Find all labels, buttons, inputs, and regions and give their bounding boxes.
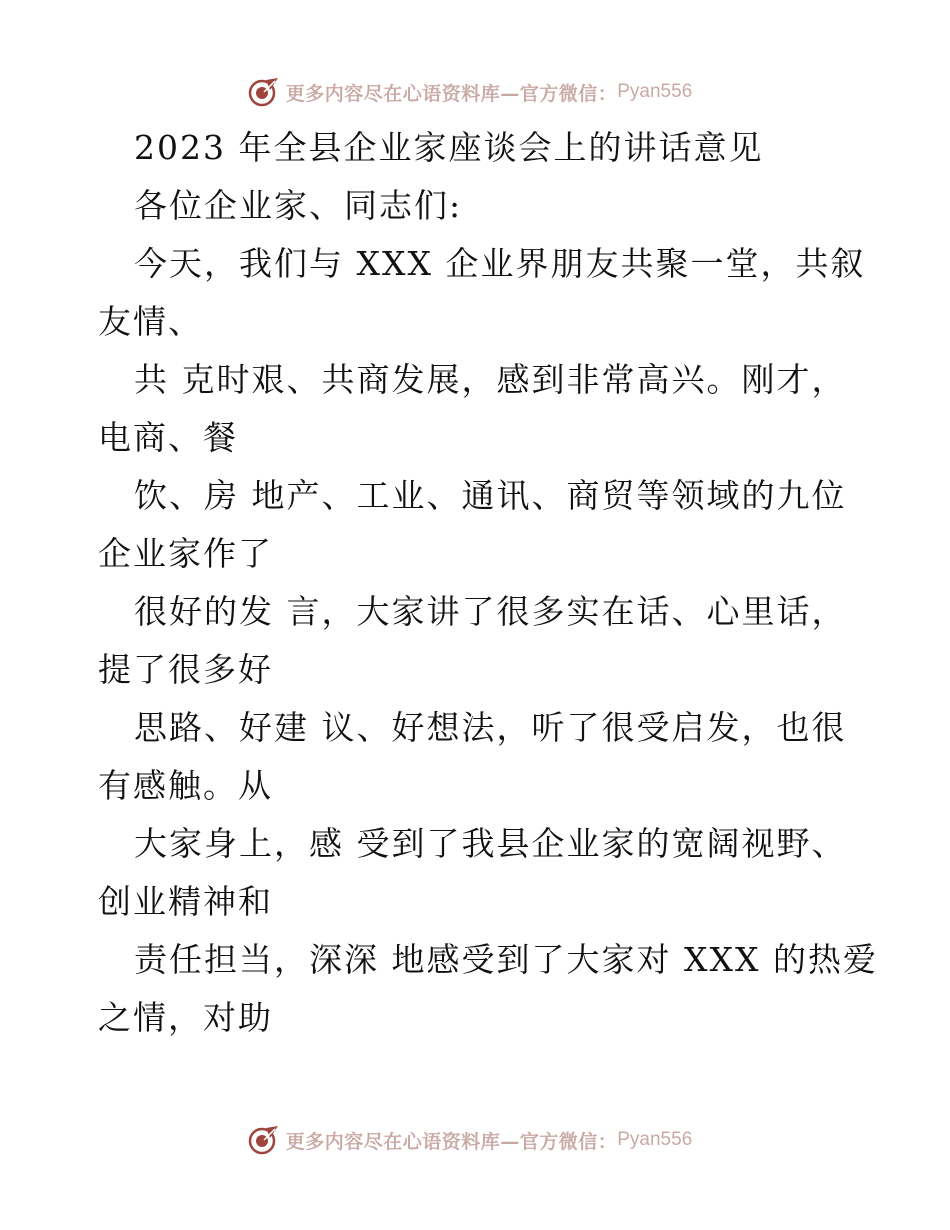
paragraph-line: 电商、餐 xyxy=(98,418,238,457)
paragraph-line: 共 克时艰、共商发展，感到非常高兴。刚才， xyxy=(134,360,847,399)
paragraph-line: 很好的发 言，大家讲了很多实在话、心里话， xyxy=(134,592,847,631)
paragraph-line: 企业家作了 xyxy=(98,534,273,573)
watermark-wechat-id: Pyan556 xyxy=(617,1129,693,1150)
quill-seal-icon xyxy=(248,1124,280,1156)
paragraph-line: 大家身上，感 受到了我县企业家的宽阔视野、 xyxy=(134,824,847,863)
paragraph-line: 创业精神和 xyxy=(98,882,273,921)
paragraph-line: 责任担当，深深 地感受到了大家对 XXX 的热爱 xyxy=(134,940,878,979)
watermark-text: 更多内容尽在心语资料库—官方微信： xyxy=(285,82,618,105)
paragraph-line: 今天，我们与 XXX 企业界朋友共聚一堂，共叙 xyxy=(134,244,866,283)
paragraph-line: 饮、房 地产、工业、通讯、商贸等领域的九位 xyxy=(134,476,847,515)
watermark-text: 更多内容尽在心语资料库—官方微信： xyxy=(285,1130,618,1153)
salutation: 各位企业家、同志们: xyxy=(134,186,463,225)
paragraph-line: 之情，对助 xyxy=(98,998,273,1037)
paragraph-line: 有感触。从 xyxy=(98,766,273,805)
paragraph-line: 友情、 xyxy=(98,302,203,341)
paragraph-line: 提了很多好 xyxy=(98,650,273,689)
footer-watermark-banner xyxy=(0,1120,950,1160)
paragraph-line: 思路、好建 议、好想法，听了很受启发，也很 xyxy=(134,708,847,747)
watermark-wechat-id: Pyan556 xyxy=(617,81,693,102)
document-title: 2023 年全县企业家座谈会上的讲话意见 xyxy=(134,128,764,167)
